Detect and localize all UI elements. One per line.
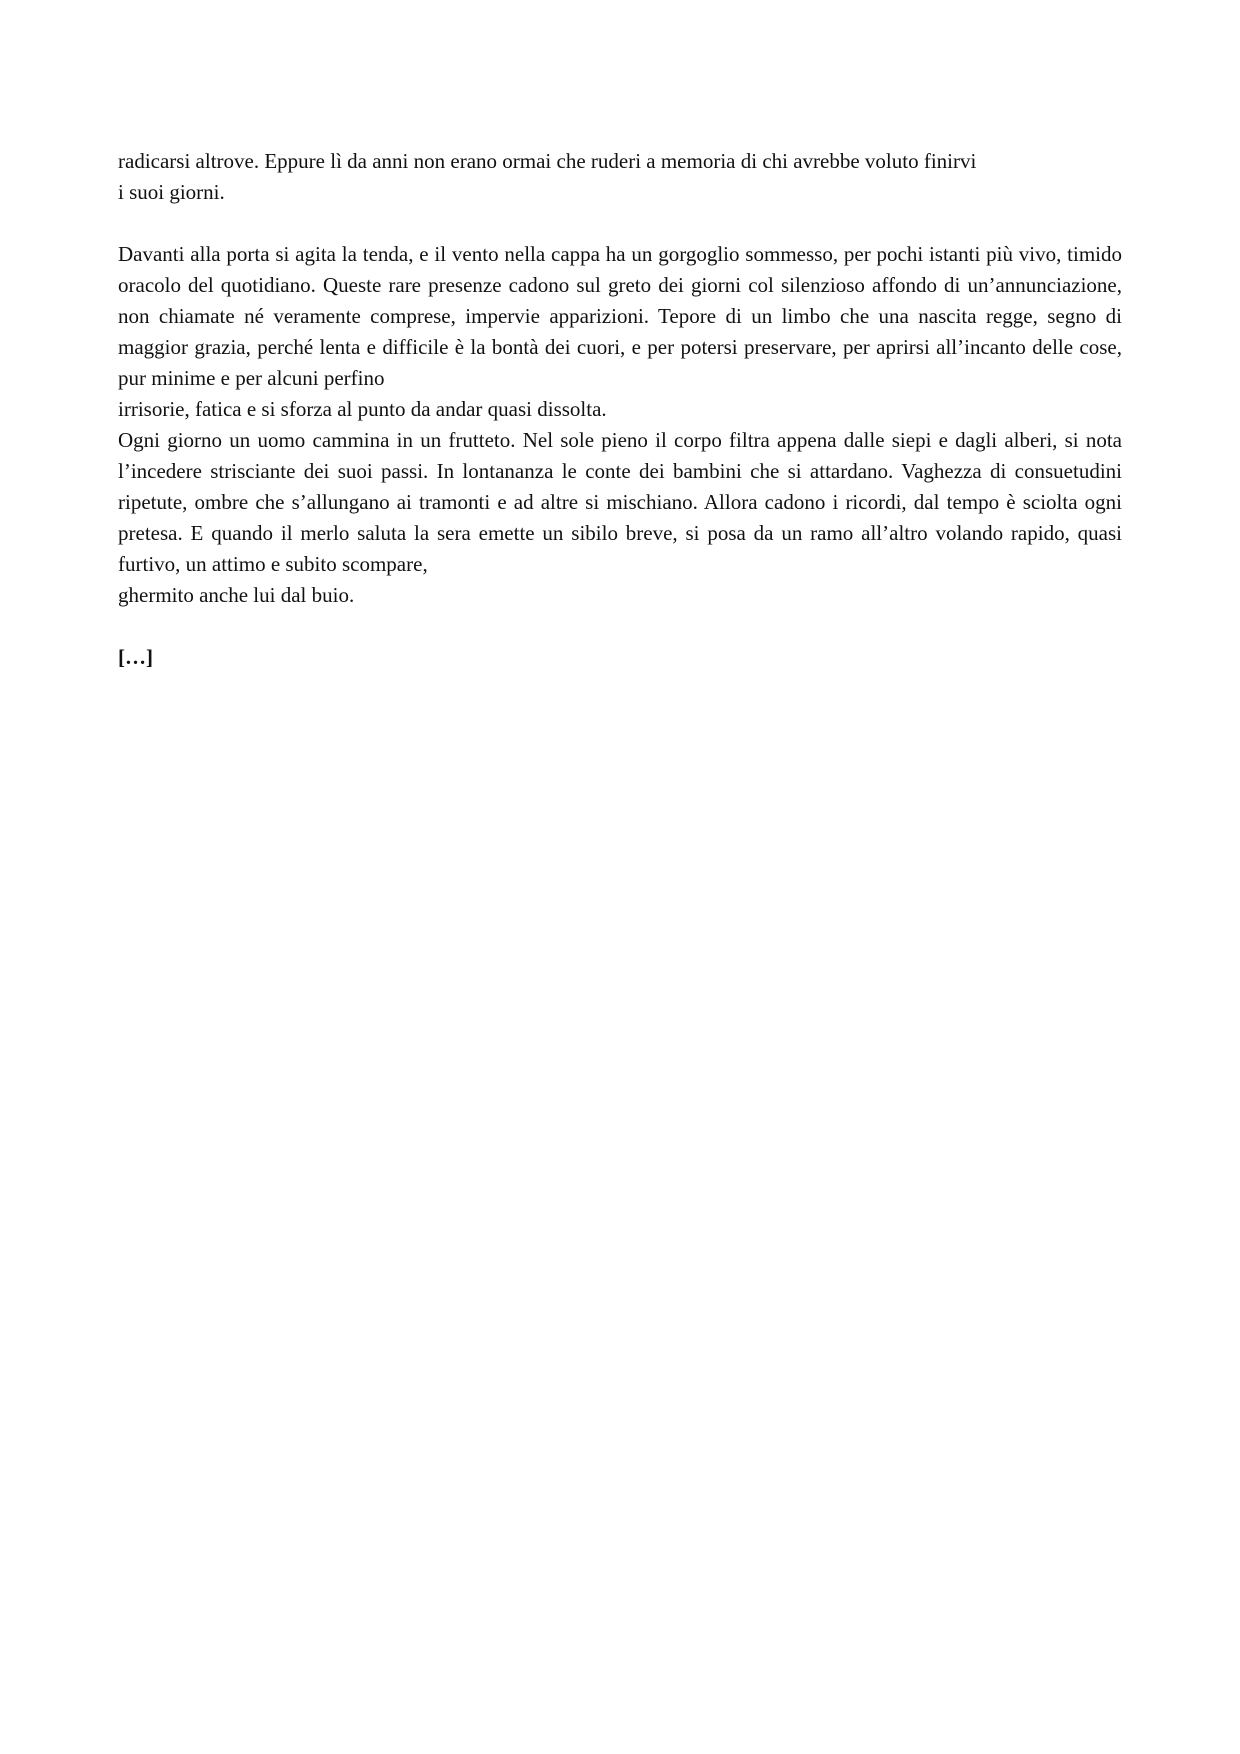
paragraph-2-last-line: irrisorie, fatica e si sforza al punto da andar quasi dissolta. xyxy=(118,397,607,421)
paragraph-3-last-line: ghermito anche lui dal buio. xyxy=(118,583,355,607)
paragraph-1-last-line: i suoi giorni. xyxy=(118,180,225,204)
paragraph-2-text: Davanti alla porta si agita la tenda, e il vento nella cappa ha un gorgoglio sommesso, per pochi istanti più vivo, timido oracolo del quotidiano. Queste rare presenze cadono sul greto dei giorni col silenzioso affondo di un’annunciazione, non chiamate né veramente comprese, impervie apparizioni. Tepore di un limbo che una nascita regge, segno di maggior grazia, perché lenta e difficile è la bontà dei cuori, e per potersi preservare, per aprirsi all’incanto delle cose, pur minime e per alcuni perfino xyxy=(118,242,1122,390)
body-text xyxy=(118,146,1122,673)
paragraph-3 xyxy=(118,425,1122,611)
omission-marker: […] xyxy=(118,645,153,669)
paragraph-3-text: Ogni giorno un uomo cammina in un frutteto. Nel sole pieno il corpo filtra appena dalle siepi e dagli alberi, si nota l’incedere strisciante dei suoi passi. In lontananza le conte dei bambini che si attardano. Vaghezza di consuetudini ripetute, ombre che s’allungano ai tramonti e ad altre si mischiano. Allora cadono i ricordi, dal tempo è sciolta ogni pretesa. E quando il merlo saluta la sera emette un sibilo breve, si posa da un ramo all’altro volando rapido, quasi furtivo, un attimo e subito scompare, xyxy=(118,428,1122,576)
paragraph-2 xyxy=(118,239,1122,425)
paragraph-1 xyxy=(118,146,1122,208)
paragraph-1-text: radicarsi altrove. Eppure lì da anni non erano ormai che ruderi a memoria di chi avrebbe voluto finirvi xyxy=(118,149,977,173)
